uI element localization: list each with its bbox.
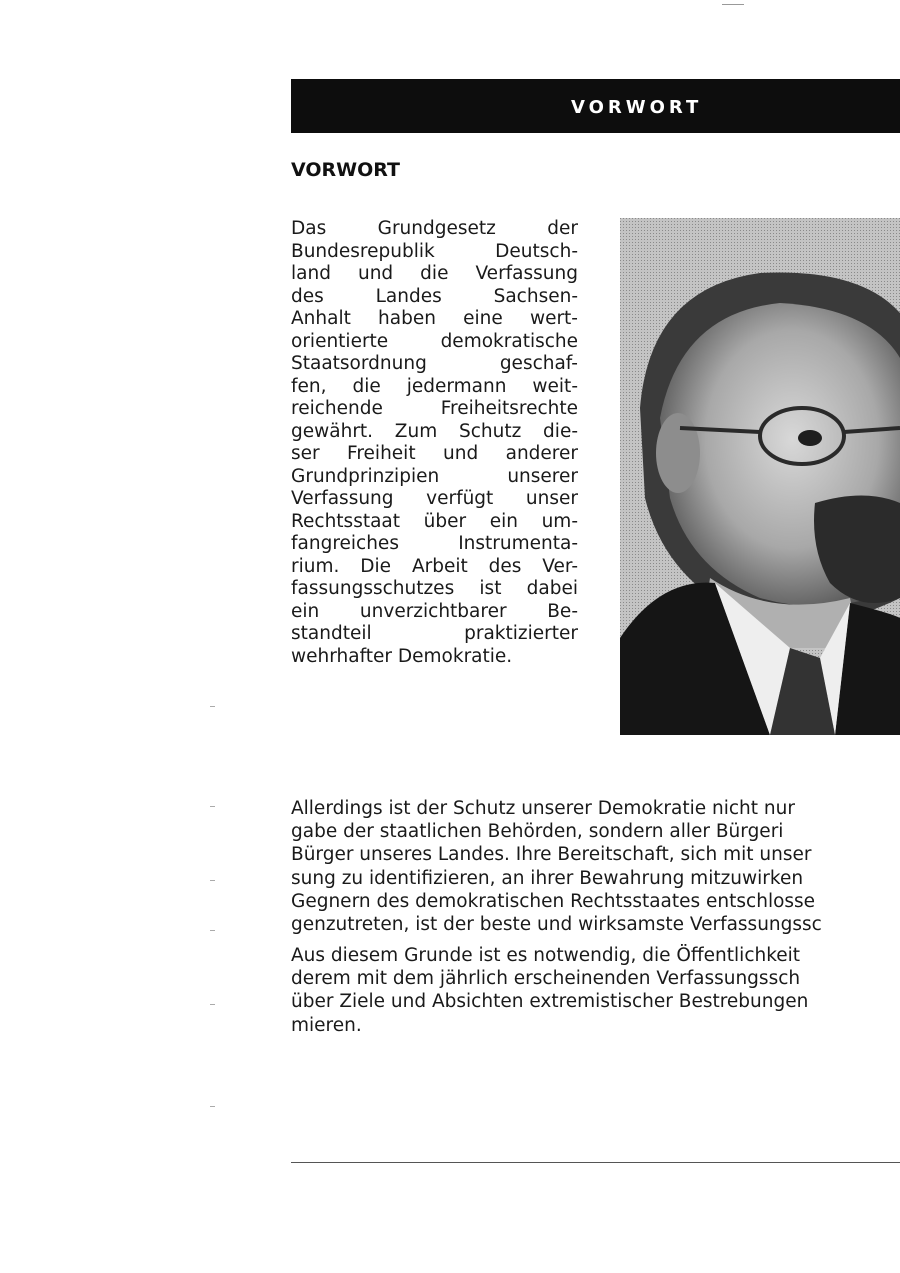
text-line: Gegnern des demokratischen Rechtsstaates entschlosse	[291, 890, 816, 912]
margin-mark	[210, 806, 215, 807]
text-line: Bundesrepublik Deutsch-	[291, 240, 578, 262]
text-line: land und die Verfassung	[291, 263, 578, 284]
author-portrait-photo	[620, 218, 900, 735]
text-line: Das Grundgesetz der	[291, 218, 578, 239]
text-line: Anhalt haben eine wert-	[291, 308, 578, 329]
margin-mark	[210, 880, 215, 881]
text-line: sung zu identifizieren, an ihrer Bewahrung mitzuwirken	[291, 867, 804, 889]
text-line: ein unverzichtbarer Be-	[291, 600, 578, 622]
text-line: fen, die jedermann weit-	[291, 375, 578, 397]
text-line: Bürger unseres Landes. Ihre Bereitschaft, sich mit unser	[291, 844, 812, 866]
text-line: derem mit dem jährlich erscheinenden Verfassungssch	[291, 968, 801, 990]
text-line: reichende Freiheitsrechte	[291, 398, 578, 419]
paragraph-public-information	[291, 944, 900, 1037]
margin-mark	[210, 930, 215, 931]
text-line: ser Freiheit und anderer	[291, 443, 578, 464]
text-line: Grundprinzipien unserer	[291, 465, 578, 487]
margin-mark	[210, 1004, 215, 1005]
intro-paragraph	[291, 218, 578, 668]
text-line: Aus diesem Grunde ist es notwendig, die Öffentlichkeit	[291, 945, 801, 966]
text-line: mieren.	[291, 1014, 362, 1036]
text-line: Rechtsstaat über ein um-	[291, 510, 578, 532]
text-line: Staatsordnung geschaf-	[291, 353, 578, 374]
section-title: VORWORT	[291, 159, 400, 181]
text-line: des Landes Sachsen-	[291, 285, 578, 307]
text-line: Verfassung verfügt unser	[291, 488, 578, 509]
bottom-divider	[291, 1162, 900, 1163]
text-line: standteil praktizierter	[291, 623, 578, 644]
text-line: über Ziele und Absichten extremistischer Bestrebungen	[291, 991, 809, 1013]
header-title: VORWORT	[571, 97, 703, 118]
text-line: fassungsschutzes ist dabei	[291, 578, 578, 599]
paragraph-democracy-protection	[291, 797, 900, 936]
text-line: rium. Die Arbeit des Ver-	[291, 555, 578, 577]
text-line: wehrhafter Demokratie.	[291, 645, 513, 667]
text-line: orientierte demokratische	[291, 330, 578, 352]
text-line: genzutreten, ist der beste und wirksamste Verfassungssc	[291, 913, 822, 935]
text-line: gabe der staatlichen Behörden, sondern aller Bürgeri	[291, 821, 784, 843]
margin-mark	[210, 1106, 215, 1107]
text-line: gewährt. Zum Schutz die-	[291, 420, 578, 442]
top-edge-mark	[722, 4, 744, 5]
margin-mark	[210, 706, 215, 707]
text-line: fangreiches Instrumenta-	[291, 533, 578, 554]
text-line: Allerdings ist der Schutz unserer Demokratie nicht nur	[291, 798, 795, 819]
